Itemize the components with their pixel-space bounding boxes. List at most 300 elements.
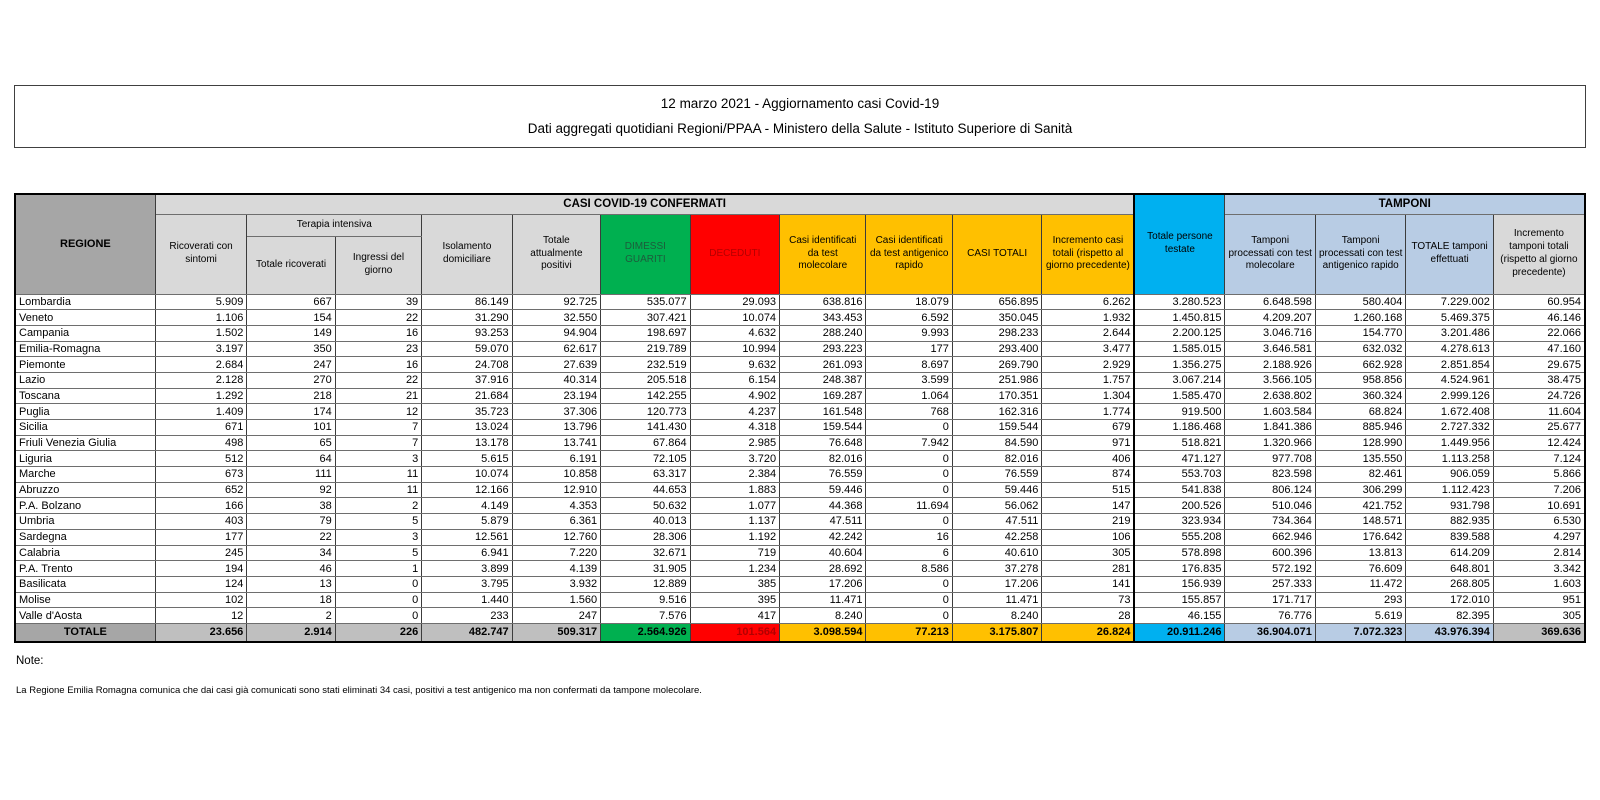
data-cell: 7: [335, 435, 421, 451]
data-cell: 59.446: [952, 482, 1041, 498]
region-name: Liguria: [15, 451, 155, 467]
region-name: Campania: [15, 325, 155, 341]
data-cell: 11: [335, 482, 421, 498]
column-header-totale-attualmente-positivi: Totale attualmente positivi: [512, 214, 600, 294]
data-cell: 0: [866, 576, 952, 592]
data-cell: 64: [247, 451, 335, 467]
data-cell: 247: [247, 357, 335, 373]
data-cell: 1.260.168: [1315, 310, 1405, 326]
data-cell: 67.864: [601, 435, 690, 451]
table-row: [15, 404, 1585, 420]
data-cell: 22: [335, 372, 421, 388]
data-cell: 510.046: [1225, 498, 1315, 514]
data-cell: 1.841.386: [1225, 420, 1315, 436]
total-cell: 369.636: [1493, 623, 1585, 642]
data-cell: 8.240: [952, 608, 1041, 624]
data-cell: 149: [247, 325, 335, 341]
data-cell: 3: [335, 451, 421, 467]
data-cell: 2.929: [1042, 357, 1135, 373]
data-cell: 10.858: [512, 467, 600, 483]
table-row: [15, 420, 1585, 436]
data-cell: 9.516: [601, 592, 690, 608]
data-cell: 79: [247, 514, 335, 530]
column-header-casi-totali: CASI TOTALI: [952, 214, 1041, 294]
data-cell: 1.320.966: [1225, 435, 1315, 451]
data-cell: 7.942: [866, 435, 952, 451]
data-cell: 3.795: [422, 576, 512, 592]
data-cell: 1.234: [690, 561, 779, 577]
data-cell: 17.206: [952, 576, 1041, 592]
data-cell: 2.384: [690, 467, 779, 483]
column-header-casi-test-antigenico: Casi identificati da test antigenico rapido: [866, 214, 952, 294]
data-cell: 2: [335, 498, 421, 514]
data-cell: 76.559: [780, 467, 866, 483]
data-cell: 0: [866, 467, 952, 483]
data-cell: 667: [247, 294, 335, 310]
data-cell: 305: [1493, 608, 1585, 624]
data-cell: 3.067.214: [1134, 372, 1224, 388]
data-cell: 205.518: [601, 372, 690, 388]
data-cell: 169.287: [780, 388, 866, 404]
data-cell: 76.776: [1225, 608, 1315, 624]
data-cell: 10.691: [1493, 498, 1585, 514]
data-cell: 293: [1315, 592, 1405, 608]
data-cell: 11.604: [1493, 404, 1585, 420]
data-cell: 3.899: [422, 561, 512, 577]
column-header-dimessi-guariti: DIMESSI GUARITI: [601, 214, 690, 294]
data-cell: 141: [1042, 576, 1135, 592]
data-cell: 16: [866, 529, 952, 545]
table-row: [15, 592, 1585, 608]
data-cell: 515: [1042, 482, 1135, 498]
data-cell: 1.449.956: [1406, 435, 1493, 451]
data-cell: 673: [155, 467, 247, 483]
data-cell: 40.610: [952, 545, 1041, 561]
table-row: [15, 529, 1585, 545]
data-cell: 6.361: [512, 514, 600, 530]
data-cell: 8.697: [866, 357, 952, 373]
data-cell: 72.105: [601, 451, 690, 467]
data-cell: 298.233: [952, 325, 1041, 341]
data-cell: 6.530: [1493, 514, 1585, 530]
data-cell: 403: [155, 514, 247, 530]
data-cell: 768: [866, 404, 952, 420]
data-cell: 86.149: [422, 294, 512, 310]
data-cell: 2: [247, 608, 335, 624]
data-cell: 656.895: [952, 294, 1041, 310]
data-cell: 614.209: [1406, 545, 1493, 561]
data-cell: 958.856: [1315, 372, 1405, 388]
data-cell: 37.278: [952, 561, 1041, 577]
data-cell: 919.500: [1134, 404, 1224, 420]
data-cell: 13.813: [1315, 545, 1405, 561]
data-cell: 6: [866, 545, 952, 561]
table-row: [15, 388, 1585, 404]
data-cell: 4.237: [690, 404, 779, 420]
data-cell: 44.653: [601, 482, 690, 498]
data-cell: 31.290: [422, 310, 512, 326]
data-cell: 159.544: [952, 420, 1041, 436]
data-cell: 498: [155, 435, 247, 451]
data-cell: 1.672.408: [1406, 404, 1493, 420]
data-cell: 23.194: [512, 388, 600, 404]
column-header-incremento-casi-totali: Incremento casi totali (rispetto al giorno precedente): [1042, 214, 1135, 294]
data-cell: 662.946: [1225, 529, 1315, 545]
data-cell: 638.816: [780, 294, 866, 310]
total-cell: 482.747: [422, 623, 512, 642]
data-cell: 555.208: [1134, 529, 1224, 545]
data-cell: 120.773: [601, 404, 690, 420]
data-cell: 23: [335, 341, 421, 357]
data-cell: 156.939: [1134, 576, 1224, 592]
data-cell: 5.615: [422, 451, 512, 467]
data-cell: 360.324: [1315, 388, 1405, 404]
data-cell: 4.318: [690, 420, 779, 436]
group-header-terapia-intensiva: Terapia intensiva: [247, 214, 422, 236]
data-cell: 3: [335, 529, 421, 545]
data-cell: 6.191: [512, 451, 600, 467]
data-cell: 9.993: [866, 325, 952, 341]
data-cell: 38: [247, 498, 335, 514]
data-cell: 3.646.581: [1225, 341, 1315, 357]
total-cell: 43.976.394: [1406, 623, 1493, 642]
data-cell: 0: [866, 482, 952, 498]
note-heading: Note:: [16, 655, 44, 667]
data-cell: 2.128: [155, 372, 247, 388]
region-name: Friuli Venezia Giulia: [15, 435, 155, 451]
data-cell: 13.178: [422, 435, 512, 451]
report-title: 12 marzo 2021 - Aggiornamento casi Covid-19: [660, 96, 940, 112]
data-cell: 5.866: [1493, 467, 1585, 483]
data-cell: 46.146: [1493, 310, 1585, 326]
data-cell: 417: [690, 608, 779, 624]
data-cell: 40.013: [601, 514, 690, 530]
data-cell: 12.166: [422, 482, 512, 498]
table-row: [15, 482, 1585, 498]
region-name: P.A. Trento: [15, 561, 155, 577]
data-cell: 10.994: [690, 341, 779, 357]
data-cell: 62.617: [512, 341, 600, 357]
data-cell: 13: [247, 576, 335, 592]
table-row: [15, 608, 1585, 624]
data-cell: 882.935: [1406, 514, 1493, 530]
note-text: La Regione Emilia Romagna comunica che dai casi già comunicati sono stati eliminati 34 casi, positivi a test antigenico ma non confermati da tampone molecolare.: [16, 685, 702, 696]
data-cell: 1.502: [155, 325, 247, 341]
data-cell: 385: [690, 576, 779, 592]
data-cell: 281: [1042, 561, 1135, 577]
data-cell: 5.469.375: [1406, 310, 1493, 326]
data-cell: 977.708: [1225, 451, 1315, 467]
data-cell: 32.671: [601, 545, 690, 561]
data-cell: 7.206: [1493, 482, 1585, 498]
data-cell: 662.928: [1315, 357, 1405, 373]
data-cell: 1.113.258: [1406, 451, 1493, 467]
data-cell: 1.883: [690, 482, 779, 498]
total-cell: 226: [335, 623, 421, 642]
data-cell: 5: [335, 514, 421, 530]
data-cell: 719: [690, 545, 779, 561]
data-cell: 1.106: [155, 310, 247, 326]
data-cell: 22: [335, 310, 421, 326]
data-cell: 6.941: [422, 545, 512, 561]
data-cell: 40.604: [780, 545, 866, 561]
data-cell: 2.638.802: [1225, 388, 1315, 404]
data-cell: 9.632: [690, 357, 779, 373]
data-cell: 200.526: [1134, 498, 1224, 514]
data-cell: 12.910: [512, 482, 600, 498]
data-cell: 261.093: [780, 357, 866, 373]
data-cell: 82.016: [952, 451, 1041, 467]
data-cell: 6.262: [1042, 294, 1135, 310]
data-cell: 37.916: [422, 372, 512, 388]
data-cell: 2.727.332: [1406, 420, 1493, 436]
data-cell: 0: [866, 514, 952, 530]
data-cell: 218: [247, 388, 335, 404]
data-cell: 25.677: [1493, 420, 1585, 436]
data-cell: 219: [1042, 514, 1135, 530]
data-cell: 135.550: [1315, 451, 1405, 467]
table-row: [15, 498, 1585, 514]
data-cell: 13.024: [422, 420, 512, 436]
column-header-isolamento-domiciliare: Isolamento domiciliare: [422, 214, 512, 294]
data-cell: 39: [335, 294, 421, 310]
data-cell: 248.387: [780, 372, 866, 388]
data-cell: 233: [422, 608, 512, 624]
data-cell: 4.902: [690, 388, 779, 404]
data-cell: 28.692: [780, 561, 866, 577]
data-cell: 171.717: [1225, 592, 1315, 608]
data-cell: 288.240: [780, 325, 866, 341]
data-cell: 18: [247, 592, 335, 608]
data-cell: 44.368: [780, 498, 866, 514]
region-name: Basilicata: [15, 576, 155, 592]
data-cell: 59.070: [422, 341, 512, 357]
table-row: [15, 514, 1585, 530]
data-cell: 76.609: [1315, 561, 1405, 577]
data-cell: 0: [866, 592, 952, 608]
data-cell: 154: [247, 310, 335, 326]
data-cell: 7.229.002: [1406, 294, 1493, 310]
region-name: Marche: [15, 467, 155, 483]
data-cell: 3.477: [1042, 341, 1135, 357]
table-row: [15, 451, 1585, 467]
data-cell: 3.342: [1493, 561, 1585, 577]
data-cell: 194: [155, 561, 247, 577]
data-cell: 22: [247, 529, 335, 545]
data-cell: 350: [247, 341, 335, 357]
total-cell: 7.072.323: [1315, 623, 1405, 642]
data-cell: 1.603.584: [1225, 404, 1315, 420]
data-cell: 10.074: [422, 467, 512, 483]
data-cell: 50.632: [601, 498, 690, 514]
data-cell: 2.684: [155, 357, 247, 373]
data-cell: 12.561: [422, 529, 512, 545]
data-cell: 406: [1042, 451, 1135, 467]
data-cell: 823.598: [1225, 467, 1315, 483]
data-cell: 572.192: [1225, 561, 1315, 577]
data-cell: 124: [155, 576, 247, 592]
table-row: [15, 467, 1585, 483]
region-name: Sardegna: [15, 529, 155, 545]
table-row: [15, 310, 1585, 326]
data-cell: 198.697: [601, 325, 690, 341]
data-cell: 12: [335, 404, 421, 420]
data-cell: 648.801: [1406, 561, 1493, 577]
data-cell: 421.752: [1315, 498, 1405, 514]
data-cell: 1.064: [866, 388, 952, 404]
total-row: [15, 623, 1585, 642]
data-cell: 906.059: [1406, 467, 1493, 483]
data-cell: 839.588: [1406, 529, 1493, 545]
data-cell: 42.242: [780, 529, 866, 545]
data-cell: 47.160: [1493, 341, 1585, 357]
column-header-totale-persone-testate: Totale persone testate: [1134, 194, 1224, 294]
data-cell: 518.821: [1134, 435, 1224, 451]
data-cell: 4.524.961: [1406, 372, 1493, 388]
data-cell: 2.188.926: [1225, 357, 1315, 373]
data-cell: 293.400: [952, 341, 1041, 357]
table-row: [15, 294, 1585, 310]
total-cell: 77.213: [866, 623, 952, 642]
data-cell: 219.789: [601, 341, 690, 357]
data-cell: 73: [1042, 592, 1135, 608]
data-cell: 34: [247, 545, 335, 561]
data-cell: 1.356.275: [1134, 357, 1224, 373]
data-cell: 679: [1042, 420, 1135, 436]
column-header-regione: REGIONE: [15, 194, 155, 294]
data-cell: 874: [1042, 467, 1135, 483]
data-cell: 141.430: [601, 420, 690, 436]
data-cell: 177: [866, 341, 952, 357]
data-cell: 0: [335, 608, 421, 624]
data-cell: 13.741: [512, 435, 600, 451]
data-cell: 0: [335, 592, 421, 608]
table-row: [15, 372, 1585, 388]
data-cell: 3.599: [866, 372, 952, 388]
data-cell: 94.904: [512, 325, 600, 341]
total-cell: 23.656: [155, 623, 247, 642]
data-cell: 27.639: [512, 357, 600, 373]
data-cell: 111: [247, 467, 335, 483]
column-header-incremento-tamponi-totali: Incremento tamponi totali (rispetto al giorno precedente): [1493, 214, 1585, 294]
data-cell: 12.760: [512, 529, 600, 545]
data-cell: 7: [335, 420, 421, 436]
data-cell: 4.353: [512, 498, 600, 514]
data-cell: 172.010: [1406, 592, 1493, 608]
data-cell: 21.684: [422, 388, 512, 404]
data-cell: 7.124: [1493, 451, 1585, 467]
region-name: P.A. Bolzano: [15, 498, 155, 514]
data-cell: 176.642: [1315, 529, 1405, 545]
data-cell: 553.703: [1134, 467, 1224, 483]
data-cell: 10.074: [690, 310, 779, 326]
total-cell: 26.824: [1042, 623, 1135, 642]
data-cell: 885.946: [1315, 420, 1405, 436]
data-cell: 1.192: [690, 529, 779, 545]
data-cell: 11.471: [952, 592, 1041, 608]
data-cell: 17.206: [780, 576, 866, 592]
data-cell: 29.093: [690, 294, 779, 310]
data-cell: 159.544: [780, 420, 866, 436]
data-cell: 512: [155, 451, 247, 467]
data-cell: 142.255: [601, 388, 690, 404]
data-cell: 22.066: [1493, 325, 1585, 341]
column-header-totale-tamponi-effettuati: TOTALE tamponi effettuati: [1406, 214, 1493, 294]
data-cell: 147: [1042, 498, 1135, 514]
data-cell: 82.016: [780, 451, 866, 467]
total-cell: 101.564: [690, 623, 779, 642]
data-cell: 21: [335, 388, 421, 404]
data-cell: 18.079: [866, 294, 952, 310]
data-cell: 177: [155, 529, 247, 545]
total-cell: 2.564.926: [601, 623, 690, 642]
data-cell: 47.511: [780, 514, 866, 530]
data-cell: 323.934: [1134, 514, 1224, 530]
data-cell: 971: [1042, 435, 1135, 451]
data-cell: 92.725: [512, 294, 600, 310]
data-cell: 8.240: [780, 608, 866, 624]
data-cell: 174: [247, 404, 335, 420]
covid-data-table: [14, 193, 1586, 643]
data-cell: 92: [247, 482, 335, 498]
data-cell: 40.314: [512, 372, 600, 388]
data-cell: 2.200.125: [1134, 325, 1224, 341]
data-cell: 3.280.523: [1134, 294, 1224, 310]
data-cell: 56.062: [952, 498, 1041, 514]
data-cell: 305: [1042, 545, 1135, 561]
total-cell: 2.914: [247, 623, 335, 642]
data-cell: 60.954: [1493, 294, 1585, 310]
data-cell: 16: [335, 325, 421, 341]
data-cell: 0: [866, 608, 952, 624]
column-header-tamponi-test-molecolare: Tamponi processati con test molecolare: [1225, 214, 1315, 294]
data-cell: 155.857: [1134, 592, 1224, 608]
data-cell: 11.694: [866, 498, 952, 514]
data-cell: 24.726: [1493, 388, 1585, 404]
data-cell: 12: [155, 608, 247, 624]
region-name: Abruzzo: [15, 482, 155, 498]
data-cell: 1.440: [422, 592, 512, 608]
data-cell: 535.077: [601, 294, 690, 310]
data-cell: 600.396: [1225, 545, 1315, 561]
data-cell: 0: [335, 576, 421, 592]
data-cell: 12.889: [601, 576, 690, 592]
column-header-tamponi-test-antigenico: Tamponi processati con test antigenico rapido: [1315, 214, 1405, 294]
data-cell: 154.770: [1315, 325, 1405, 341]
group-header-casi-confermati: CASI COVID-19 CONFERMATI: [155, 194, 1134, 214]
data-cell: 268.805: [1406, 576, 1493, 592]
data-cell: 37.306: [512, 404, 600, 420]
data-cell: 31.905: [601, 561, 690, 577]
data-cell: 232.519: [601, 357, 690, 373]
data-cell: 3.046.716: [1225, 325, 1315, 341]
data-cell: 931.798: [1406, 498, 1493, 514]
total-cell: 3.098.594: [780, 623, 866, 642]
data-cell: 1.757: [1042, 372, 1135, 388]
data-cell: 106: [1042, 529, 1135, 545]
data-cell: 28.306: [601, 529, 690, 545]
data-cell: 93.253: [422, 325, 512, 341]
data-cell: 4.278.613: [1406, 341, 1493, 357]
data-cell: 270: [247, 372, 335, 388]
data-cell: 1.292: [155, 388, 247, 404]
data-cell: 1.585.470: [1134, 388, 1224, 404]
data-cell: 5.909: [155, 294, 247, 310]
data-cell: 11: [335, 467, 421, 483]
data-cell: 63.317: [601, 467, 690, 483]
data-cell: 1.409: [155, 404, 247, 420]
table-row: [15, 545, 1585, 561]
